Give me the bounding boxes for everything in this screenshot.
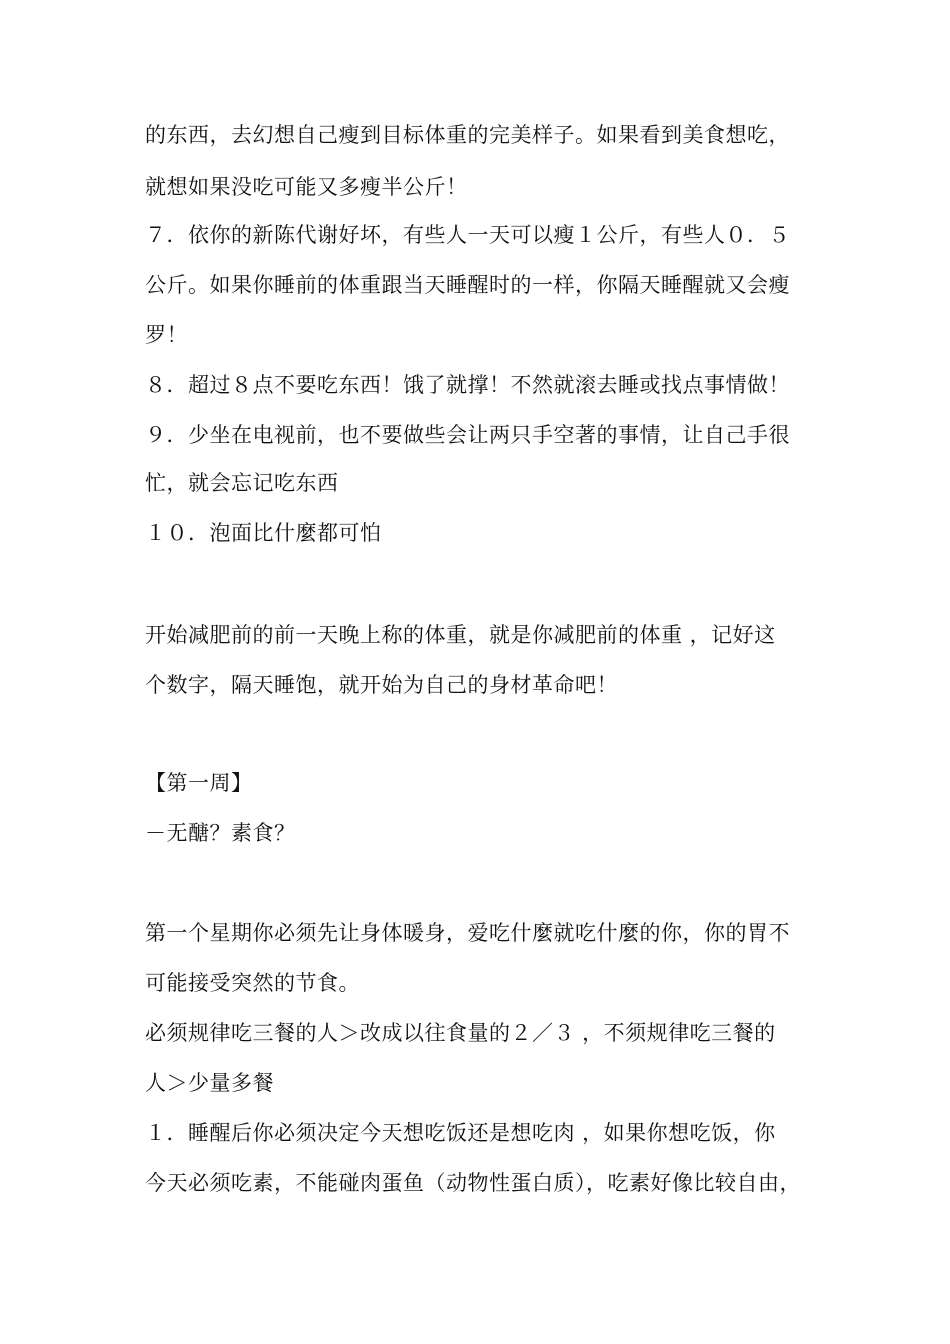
text-line: －无醣？素食？ [145, 821, 296, 845]
text-line: ９．少坐在电视前，也不要做些会让两只手空著的事情，让自己手很 [145, 423, 790, 447]
text-line: 可能接受突然的节食。 [145, 971, 360, 995]
text-line: 必须规律吃三餐的人＞改成以往食量的２／３ ，不须规律吃三餐的 [145, 1021, 776, 1045]
text-line: １０．泡面比什麼都可怕 [145, 521, 382, 545]
text-line: 就想如果没吃可能又多瘦半公斤！ [145, 175, 468, 199]
text-line: 的东西，去幻想自己瘦到目标体重的完美样子。如果看到美食想吃， [145, 123, 790, 147]
text-line: 今天必须吃素，不能碰肉蛋鱼（动物性蛋白质），吃素好像比较自由， [145, 1171, 801, 1195]
text-line: 个数字，隔天睡饱，就开始为自己的身材革命吧！ [145, 673, 618, 697]
text-line: 忙，就会忘记吃东西 [145, 471, 339, 495]
text-line: 开始减肥前的前一天晚上称的体重，就是你减肥前的体重 ，记好这 [145, 623, 776, 647]
section-heading: 【第一周】 [145, 771, 253, 795]
text-line: ７．依你的新陈代谢好坏，有些人一天可以瘦１公斤，有些人０．５ [145, 223, 790, 247]
text-line: 人＞少量多餐 [145, 1071, 274, 1095]
text-line: １．睡醒后你必须决定今天想吃饭还是想吃肉 ，如果你想吃饭，你 [145, 1121, 776, 1145]
text-line: 第一个星期你必须先让身体暖身，爱吃什麼就吃什麼的你，你的胃不 [145, 921, 790, 945]
text-line: 罗！ [145, 323, 188, 347]
text-line: ８．超过８点不要吃东西！饿了就撑！不然就滚去睡或找点事情做！ [145, 373, 790, 397]
text-line: 公斤。如果你睡前的体重跟当天睡醒时的一样，你隔天睡醒就又会瘦 [145, 273, 790, 297]
